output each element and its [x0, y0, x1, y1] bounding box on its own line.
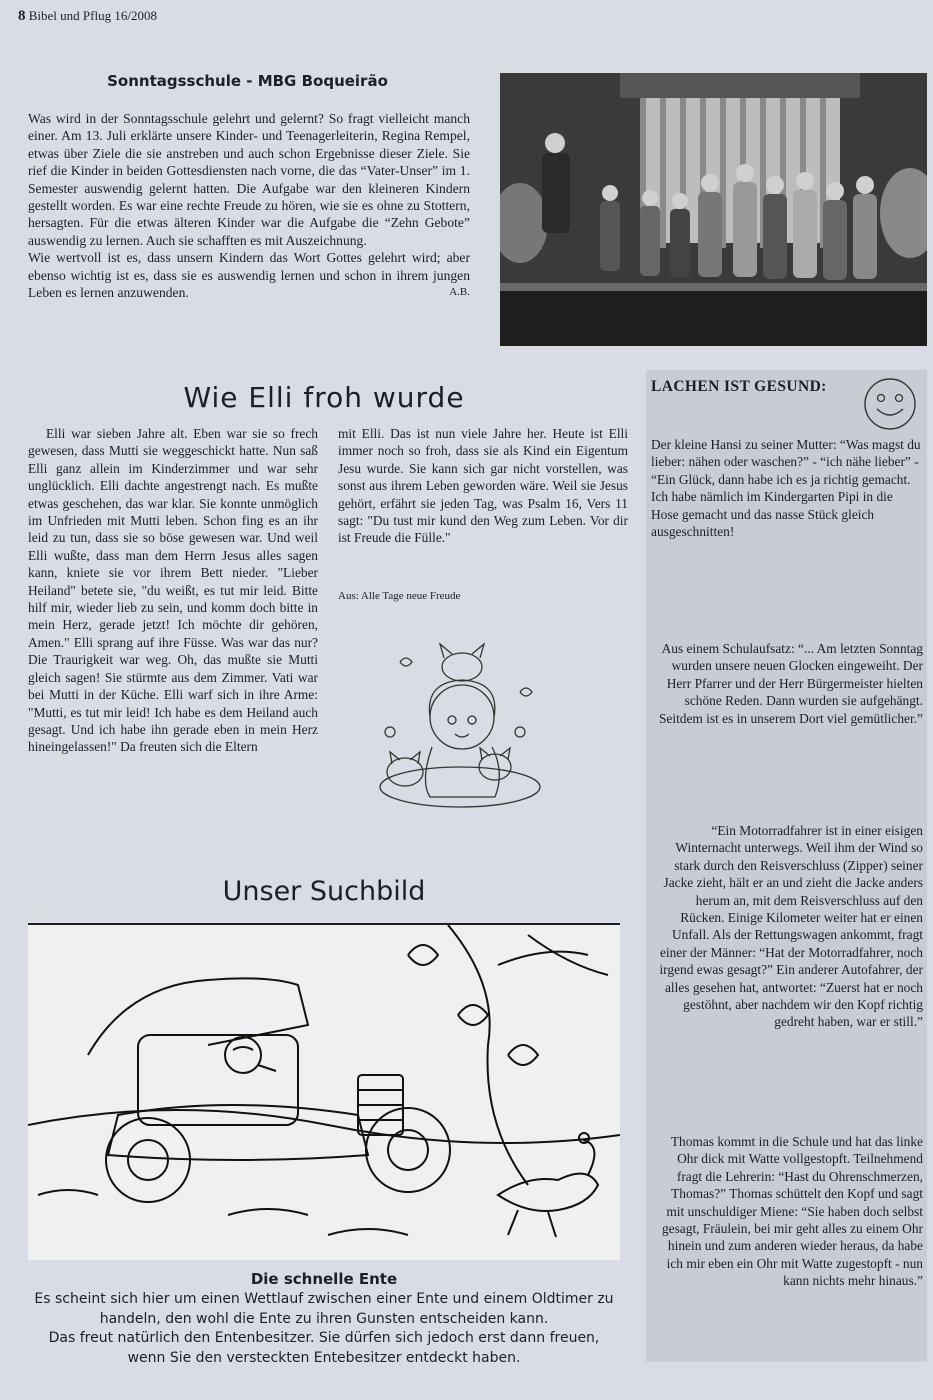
sonntagsschule-paragraph-2-text: Wie wertvoll ist es, dass unsern Kindern das Wort Gottes gelehrt wird; aber ebenso wichtig ist es, dass sie es auswendig lernen und schon in ihrem jungen Leben es lernen anzuwenden.	[28, 250, 470, 301]
girl-kittens-image	[370, 622, 550, 812]
ente-caption-line: Es scheint sich hier um einen Wettlauf zwischen einer Ente und einem Oldtimer zu	[34, 1291, 614, 1307]
oldtimer-duck-race-cartoon	[28, 925, 620, 1260]
ente-caption-title: Die schnelle Ente	[250, 1270, 398, 1288]
sonntagsschule-title: Sonntagsschule - MBG Boqueirão	[107, 72, 388, 90]
publication-name: Bibel und Pflug 16/2008	[28, 8, 157, 23]
elli-story-source: Aus: Alle Tage neue Freude	[338, 590, 461, 602]
sonntagsschule-paragraph-1: Was wird in der Sonntagsschule gelehrt und gelernt? So fragt vielleicht manch einer. Am 13. Juli erklärte unsere Kinder- und Teenagerleiterin, Regina Rempel, etwas über Ziele die sie anstreben und auch schon Ergebnisse dieser Ziele. Sie rief die Kinder in beiden Gottesdiensten nach vorne, die das “Vater-Unser” im 1. Semester auswendig gelernt hatten. Die Aufgabe war den kleineren Kindern gestellt worden. Es war eine rechte Freude zu hören, wie sie es ohne zu Stottern, hersagten. Für die etwas älteren Kinder war die Aufgabe die “Zehn Gebote” auswendig zu lernen. Auch sie schafften es mit Auszeichnung.	[28, 111, 470, 248]
elli-story-title: Wie Elli froh wurde	[183, 381, 465, 414]
sonntagsschule-article	[28, 110, 470, 301]
article-signature: A.B.	[449, 286, 470, 299]
girl-with-kittens-illustration	[370, 622, 550, 812]
suchbild-title: Unser Suchbild	[222, 876, 426, 907]
ente-caption-line: handeln, den wohl die Ente zu ihren Gunsten entscheiden kann.	[99, 1310, 549, 1327]
stage-photo-image	[500, 73, 927, 346]
page-number: 8	[18, 8, 26, 24]
children-stage-photo	[500, 73, 927, 346]
page-header	[18, 8, 157, 25]
ente-caption-line: wenn Sie den versteckten Entebesitzer entdeckt haben.	[127, 1349, 521, 1366]
joke-schulaufsatz: Aus einem Schulaufsatz: “... Am letzten Sonntag wurden unsere neuen Glocken eingeweiht. Der Herr Pfarrer und der Herr Bürgermeister hielten schöne Reden. Dann wurden sie aufgehängt. Seitdem ist es in unserem Dort viel gemütlicher.”	[658, 641, 923, 726]
smiley-icon	[862, 376, 918, 432]
joke-thomas: Thomas kommt in die Schule und hat das linke Ohr dick mit Watte vollgestopft. Teilnehmend fragt die Lehrerin: “Hast du Ohrenschmerzen, Thomas?” Thomas schüttelt den Kopf und sagt mit unschuldiger Miene: “Sie haben doch selbst gesagt, Fräulein, bei mir geht alles zu einem Ohr hinein und zum anderen wieder heraus, da habe ich mir eben ein Ohr mit Watte zugestopft - nun kann nichts mehr hinaus.”	[661, 1134, 923, 1289]
elli-story-column-2: mit Elli. Das ist nun viele Jahre her. Heute ist Elli immer noch so froh, dass sie als Kind ein Eigentum Jesu wurde. Sie kann sich gar nicht vorstellen, was sonst aus ihrem Leben geworden wäre. Weil sie Jesus gehört, erfährt sie jeden Tag, was Psalm 16, Vers 11 sagt: "Du tust mir kund den Weg zum Leben. Vor dir ist Freude die Fülle."	[338, 426, 628, 546]
ente-caption-text	[18, 1290, 630, 1368]
ente-caption-line: Das freut natürlich den Entenbesitzer. Sie dürfen sich jedoch erst dann freuen,	[48, 1330, 600, 1346]
joke-hansi: Der kleine Hansi zu seiner Mutter: “Was magst du lieber: nähen oder waschen?” - “ich nähe lieber” - “Ein Glück, dann habe ich es ja richtig gemacht. Ich habe nämlich im Kindergarten Pipi in die Hose gemacht und das nasse Stück gleich ausgeschnitten!	[651, 437, 921, 540]
elli-story-column-1: Elli war sieben Jahre alt. Eben war sie so frech gewesen, dass Mutti sie weggeschickt hatte. Nun saß Elli ganz allein im Kinderzimmer und war sehr unglücklich. Elli dachte angestrengt nach. Es mußte etwas geschehen, das war klar. Sie konnte unmöglich im Unfrieden mit Mutti leben. Schon fing es an ihr leid zu tun, dass sie so böse gewesen war. Und weil Elli wußte, dass man dem Herrn Jesus alles sagen kann, kniete sie vor ihrem Bett nieder. "Lieber Heiland" betete sie, "du weißt, es tut mir leid. Bitte hilf mir, wieder lieb zu sein, und komm doch bitte in mein Herz, gerade jetzt! Ich möchte dir gehören, Amen." Elli sprang auf ihre Füsse. Was war das nur? Die Traurigkeit war weg. Oh, das mußte sie Mutti gleich sagen! Sie stürmte aus dem Zimmer. Vati war bei Mutti in der Küche. Elli warf sich in ihre Arme: "Mutti, es tut mir leid! Ich habe es dem Heiland auch gesagt. Und ich habe ihn gerade eben in mein Herz hineingelassen!" Da freuten sich die Eltern	[28, 426, 318, 755]
sonntagsschule-paragraph-2	[28, 249, 470, 301]
jokes-title: LACHEN IST GESUND:	[651, 378, 827, 395]
joke-motorradfahrer: “Ein Motorradfahrer ist in einer eisigen Winternacht unterwegs. Weil ihm der Wind so stark durch den Reisverschluss (Zipper) seiner Jacke zieht, hält er an und zieht die Jacke anders herum an, mit dem Reisverschluss auf den Rücken. Einige Kilometer weiter hat er einen Unfall. Als der Rettungswagen ankommt, fragt einer der Männer: “Hat der Motorradfahrer, noch irgend ewas gesagt?” Ein anderer Autofahrer, der alles gesehen hat, antwortet: “Zuerst hat er noch gestöhnt, aber nachdem wir den Kopf richtig gedreht haben, war er still.”	[659, 823, 923, 1030]
cartoon-image	[28, 925, 620, 1260]
